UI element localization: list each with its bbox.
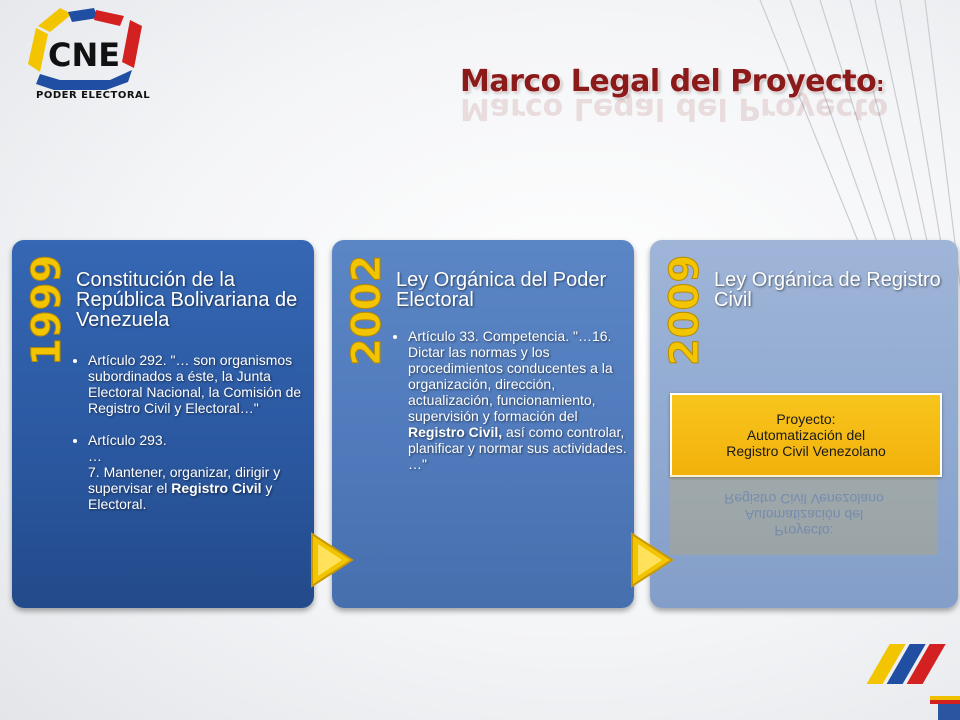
card-title: Ley Orgánica del Poder Electoral [396, 269, 607, 311]
logo-subtitle: PODER ELECTORAL [36, 90, 151, 101]
venezuela-stripes-icon [862, 640, 942, 692]
card-title: Constitución de la República Bolivariana de Venezuela [76, 269, 298, 331]
svg-text:2009: 2009 [662, 254, 708, 366]
project-box-reflection: Proyecto: Automatización del Registro Civil Venezolano [670, 475, 938, 519]
list-item: • Artículo 293. … 7. Mantener, organizar, dirigir y supervisar el Registro Civil y Electoral. [88, 432, 308, 512]
project-box: Proyecto: Automatización del Registro Civil Venezolano [670, 393, 942, 477]
svg-text:CNE: CNE [48, 36, 121, 74]
year-label-1999 [22, 254, 70, 368]
year-label-2009 [660, 254, 708, 368]
card-1999 [12, 240, 314, 608]
play-arrow-icon [306, 530, 356, 590]
year-label-2002 [342, 254, 390, 368]
title-reflection: Marco Legal del Proyecto [460, 91, 889, 126]
list-item: • Artículo 33. Competencia. "…16. Dictar las normas y los procedimientos conducentes a la organización, dirección, actualización, funcionamiento, supervisión y formación del Registro Civil, así como controlar, planificar y normar sus actividades. …" [408, 328, 628, 472]
card-body [76, 352, 308, 528]
list-item: • Artículo 292. "… son organismos subordinados a éste, la Junta Electoral Nacional, la Comisión de Registro Civil y Electoral…" [88, 352, 308, 416]
card-title: Ley Orgánica de Registro Civil [714, 269, 941, 311]
bottom-stripe-blue [938, 704, 960, 720]
play-arrow-icon [626, 530, 676, 590]
card-body [396, 328, 628, 488]
svg-text:1999: 1999 [24, 254, 70, 366]
cne-logo [20, 8, 160, 108]
card-2002 [332, 240, 634, 608]
page-title: Marco Legal del Proyecto: [460, 64, 884, 99]
svg-text:2002: 2002 [344, 254, 390, 366]
